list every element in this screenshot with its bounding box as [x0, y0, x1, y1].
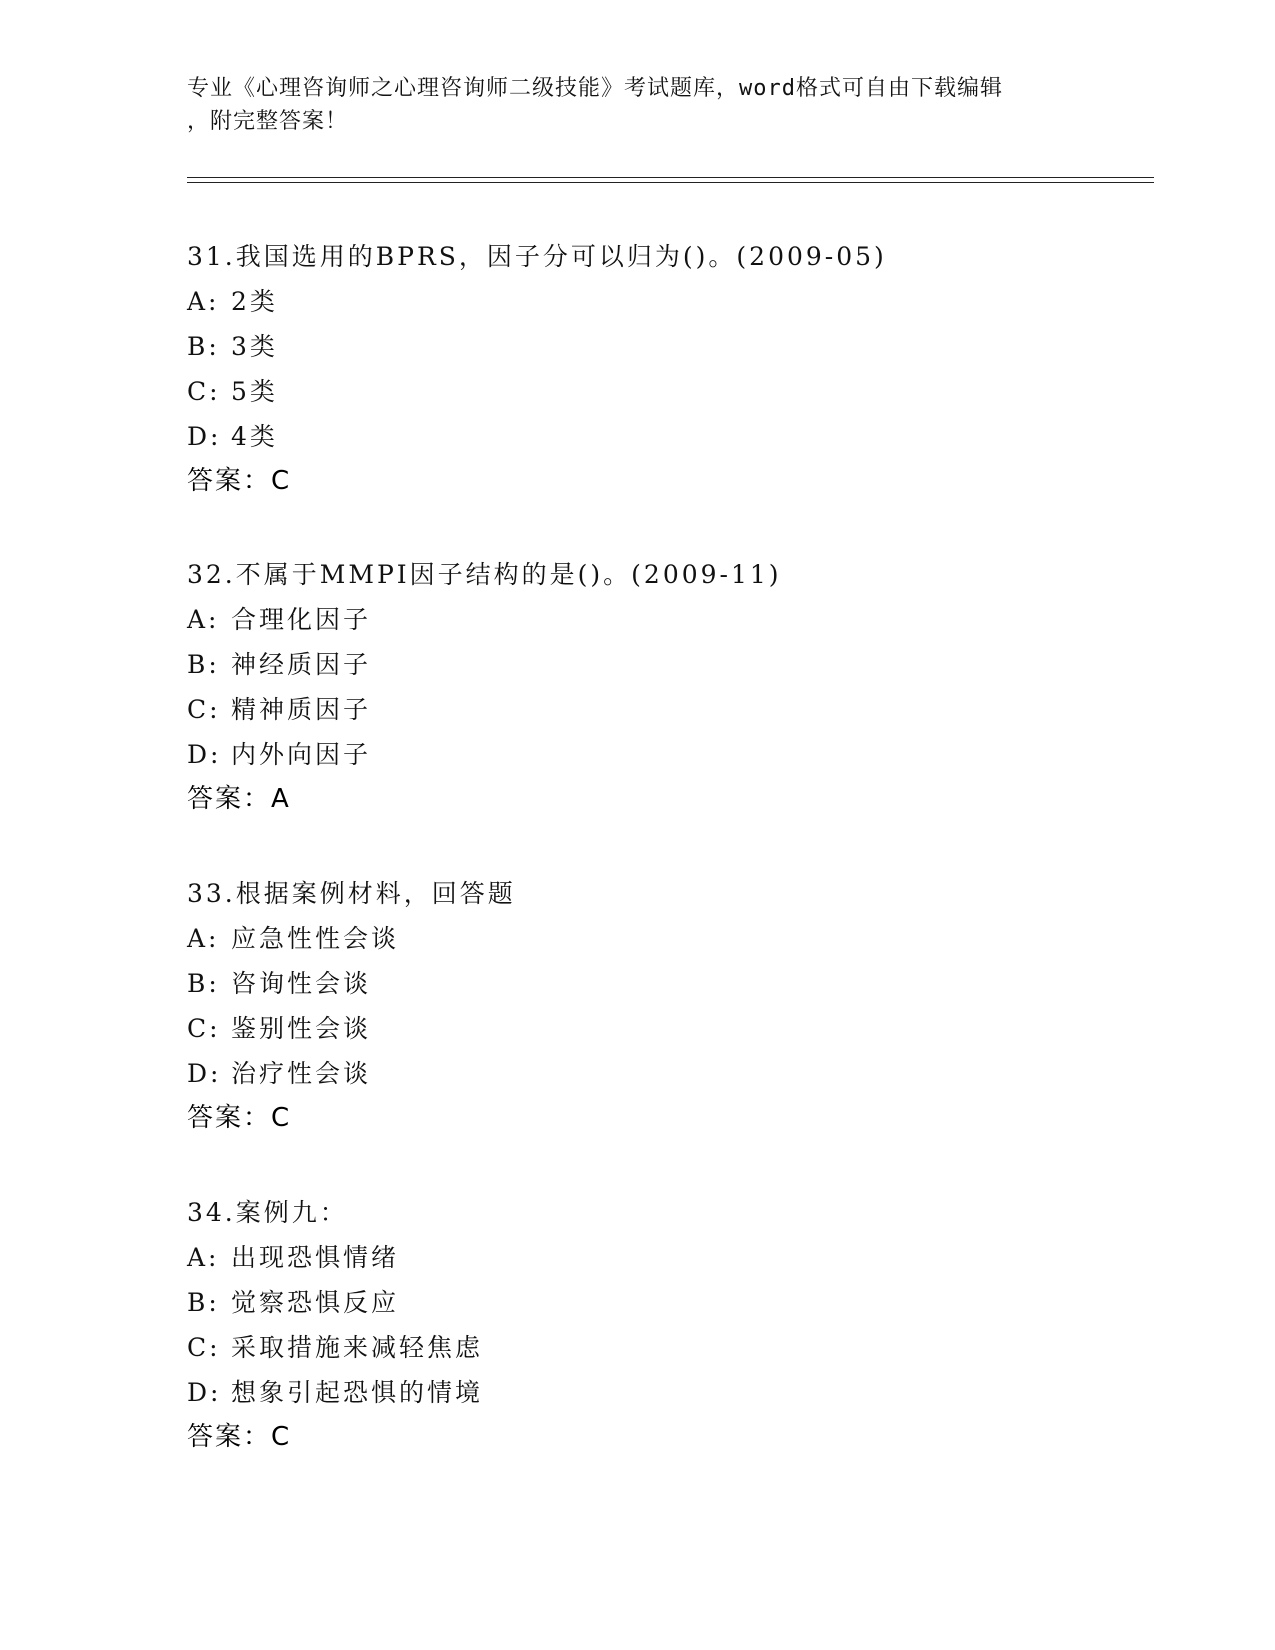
question-34	[187, 1190, 1087, 1460]
option-c	[187, 1325, 1087, 1370]
option-letter: B:	[187, 969, 220, 998]
option-a	[187, 916, 1087, 961]
option-a	[187, 597, 1087, 642]
option-a	[187, 279, 1087, 324]
option-text: 内外向因子	[231, 740, 372, 769]
option-letter: C:	[187, 1333, 221, 1362]
header-line-1: 专业《心理咨询师之心理咨询师二级技能》考试题库，word格式可自由下载编辑	[187, 76, 1003, 101]
option-letter: D:	[187, 1378, 222, 1407]
option-letter: C:	[187, 1014, 221, 1043]
option-letter: C:	[187, 377, 221, 406]
option-letter: D:	[187, 740, 222, 769]
answer-line: 答案：C	[187, 1422, 292, 1452]
option-text: 3类	[231, 332, 278, 361]
option-letter: A:	[187, 287, 220, 316]
question-32	[187, 552, 1087, 822]
header-line-2: ，附完整答案！	[187, 109, 349, 134]
question-33	[187, 871, 1087, 1141]
option-b	[187, 642, 1087, 687]
document-header	[187, 72, 1087, 138]
question-title: 34.案例九：	[187, 1198, 348, 1227]
option-c	[187, 369, 1087, 414]
option-d	[187, 414, 1087, 459]
option-d	[187, 1370, 1087, 1415]
option-text: 合理化因子	[231, 605, 372, 634]
option-text: 应急性性会谈	[231, 924, 400, 953]
option-letter: A:	[187, 1243, 220, 1272]
option-letter: B:	[187, 650, 220, 679]
option-letter: A:	[187, 605, 220, 634]
option-text: 5类	[231, 377, 278, 406]
header-divider-bottom	[187, 182, 1154, 183]
option-d	[187, 732, 1087, 777]
question-title: 32.不属于MMPI因子结构的是()。(2009-11)	[187, 560, 782, 589]
answer-line: 答案：C	[187, 466, 292, 496]
option-text: 4类	[231, 422, 278, 451]
question-title: 33.根据案例材料，回答题	[187, 879, 516, 908]
option-text: 神经质因子	[231, 650, 372, 679]
option-b	[187, 324, 1087, 369]
option-letter: D:	[187, 422, 222, 451]
option-letter: D:	[187, 1059, 222, 1088]
option-text: 精神质因子	[231, 695, 372, 724]
option-text: 咨询性会谈	[231, 969, 372, 998]
option-c	[187, 687, 1087, 732]
option-text: 2类	[231, 287, 278, 316]
option-c	[187, 1006, 1087, 1051]
option-letter: B:	[187, 1288, 220, 1317]
option-letter: A:	[187, 924, 220, 953]
option-b	[187, 961, 1087, 1006]
question-31	[187, 234, 1087, 504]
option-text: 出现恐惧情绪	[231, 1243, 400, 1272]
option-text: 觉察恐惧反应	[231, 1288, 400, 1317]
option-b	[187, 1280, 1087, 1325]
answer-line: 答案：C	[187, 1103, 292, 1133]
option-text: 治疗性会谈	[231, 1059, 372, 1088]
option-letter: B:	[187, 332, 220, 361]
option-d	[187, 1051, 1087, 1096]
option-text: 采取措施来减轻焦虑	[231, 1333, 484, 1362]
question-title: 31.我国选用的BPRS，因子分可以归为()。(2009-05)	[187, 242, 887, 271]
option-letter: C:	[187, 695, 221, 724]
header-divider-top	[187, 177, 1154, 178]
answer-line: 答案：A	[187, 784, 291, 814]
option-text: 鉴别性会谈	[231, 1014, 372, 1043]
option-a	[187, 1235, 1087, 1280]
option-text: 想象引起恐惧的情境	[231, 1378, 484, 1407]
